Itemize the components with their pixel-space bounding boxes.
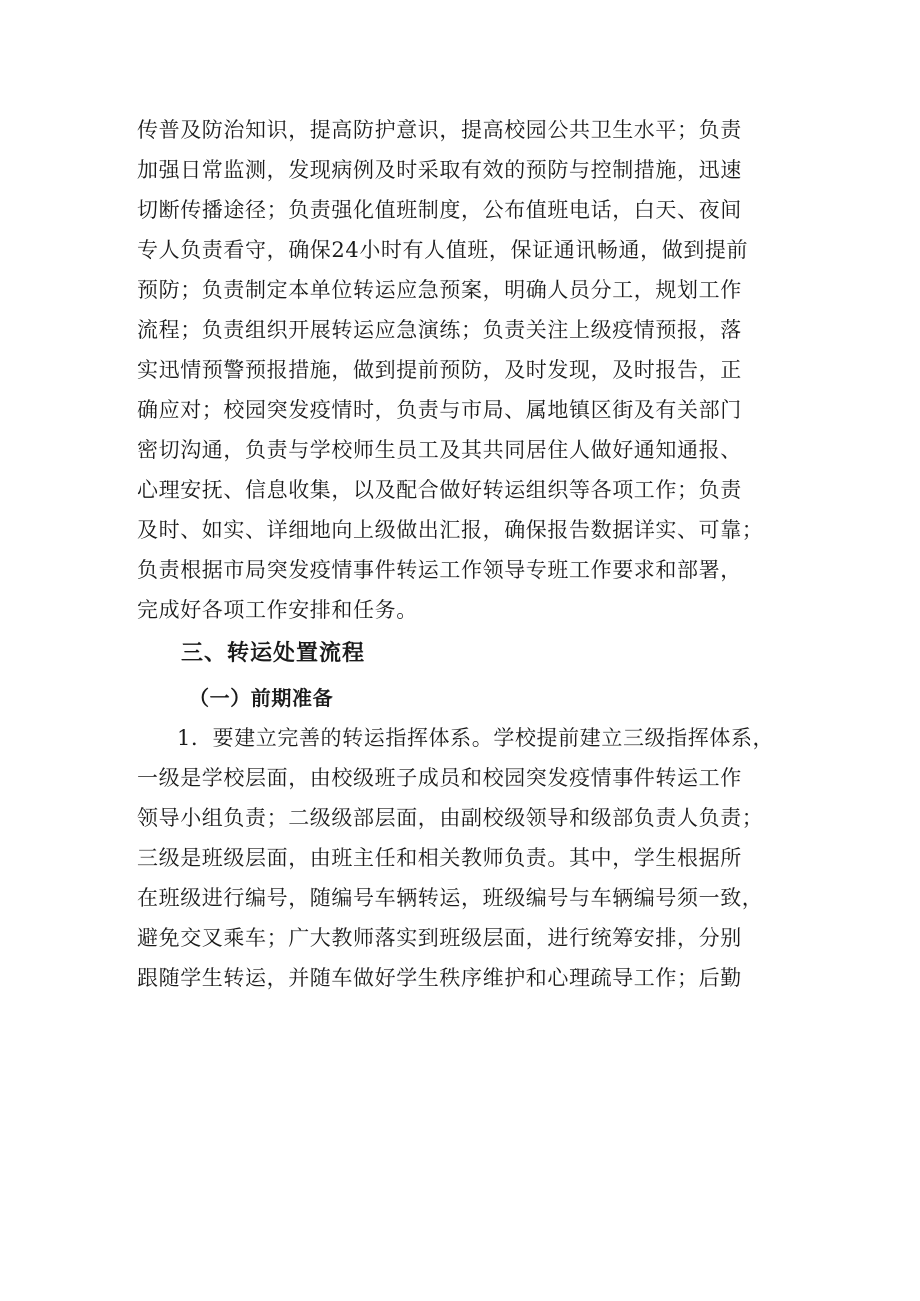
text-line: 确应对；校园突发疫情时，负责与市局、属地镇区街及有关部门 <box>137 398 742 422</box>
text-line: 完成好各项工作安排和任务。 <box>137 598 418 622</box>
text-line: 加强日常监测，发现病例及时采取有效的预防与控制措施，迅速 <box>137 158 742 182</box>
text-line: 跟随学生转运，并随车做好学生秩序维护和心理疏导工作；后勤 <box>137 966 742 990</box>
text-line: 切断传播途径；负责强化值班制度，公布值班电话，白天、夜间 <box>137 198 742 222</box>
text-line: 预防；负责制定本单位转运应急预案，明确人员分工，规划工作 <box>137 278 742 302</box>
paragraph-continuation <box>137 110 797 630</box>
text-line: 避免交叉乘车；广大教师落实到班级层面，进行统筹安排，分别 <box>137 926 742 950</box>
text-line: 三级是班级层面，由班主任和相关教师负责。其中，学生根据所 <box>137 846 742 870</box>
text-line: 及时、如实、详细地向上级做出汇报，确保报告数据详实、可靠； <box>137 518 764 542</box>
paragraph-item-1 <box>137 718 797 998</box>
text-line: 专人负责看守，确保24小时有人值班，保证通讯畅通，做到提前 <box>137 238 749 262</box>
text-line: 传普及防治知识，提高防护意识，提高校园公共卫生水平；负责 <box>137 118 742 142</box>
document-page <box>137 110 797 998</box>
text-line: 一级是学校层面，由校级班子成员和校园突发疫情事件转运工作 <box>137 766 742 790</box>
section-heading: 三、转运处置流程 <box>181 641 366 666</box>
text-line: 负责根据市局突发疫情事件转运工作领导专班工作要求和部署， <box>137 558 742 582</box>
text-line: 领导小组负责；二级级部层面，由副校级领导和级部负责人负责； <box>137 806 764 830</box>
text-line: 在班级进行编号，随编号车辆转运，班级编号与车辆编号须一致， <box>137 886 764 910</box>
text-line: 密切沟通，负责与学校师生员工及其共同居住人做好通知通报、 <box>137 438 742 462</box>
text-line: 1．要建立完善的转运指挥体系。学校提前建立三级指挥体系， <box>177 726 775 750</box>
text-line: 实迅情预警预报措施，做到提前预防，及时发现，及时报告，正 <box>137 358 742 382</box>
subsection-heading: （一）前期准备 <box>189 686 334 710</box>
text-line: 流程；负责组织开展转运应急演练；负责关注上级疫情预报，落 <box>137 318 742 342</box>
text-line: 心理安抚、信息收集，以及配合做好转运组织等各项工作；负责 <box>137 478 742 502</box>
